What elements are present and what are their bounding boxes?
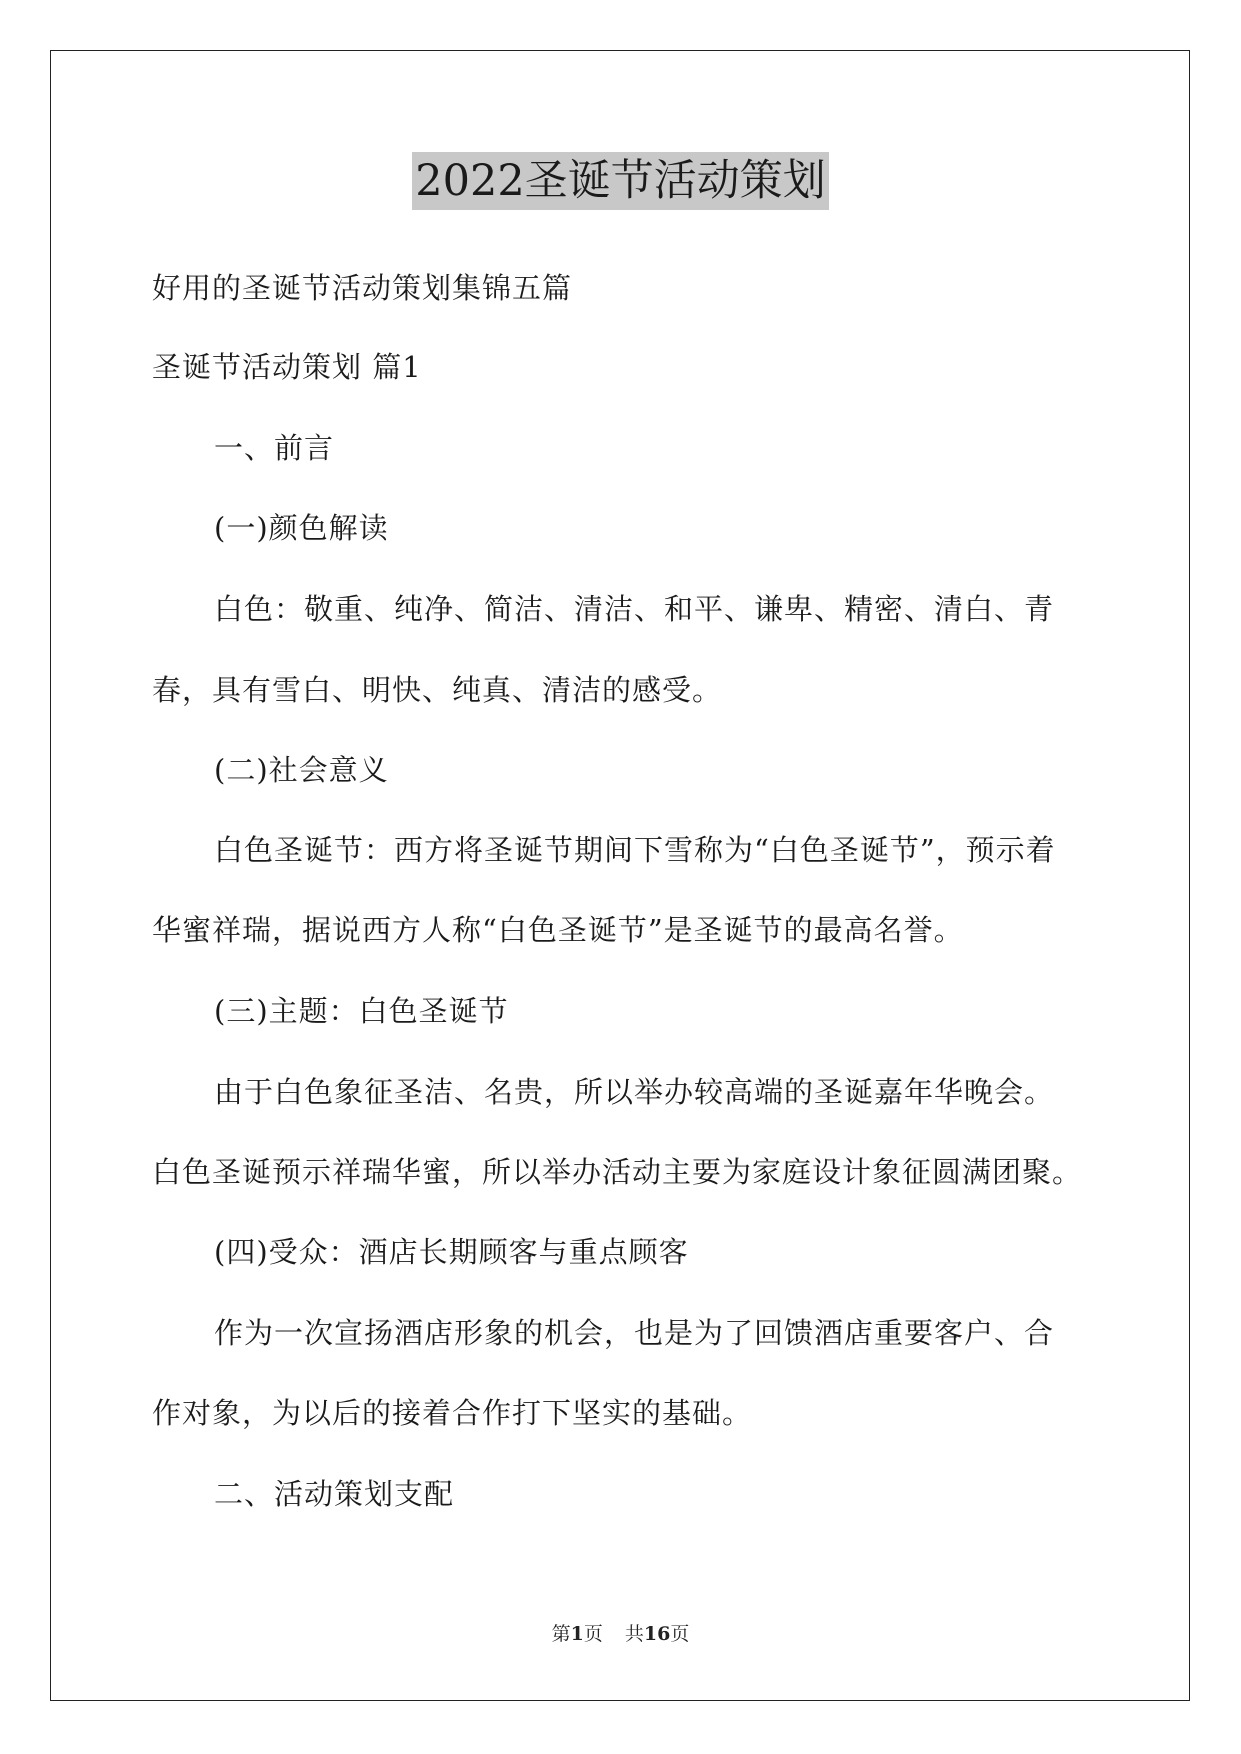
paragraph: 由于白色象征圣洁、名贵，所以举办较高端的圣诞嘉年华晚会。	[214, 1075, 1055, 1109]
paragraph: 二、活动策划支配	[214, 1477, 455, 1511]
paragraph: 白色：敬重、纯净、简洁、清洁、和平、谦卑、精密、清白、青	[214, 592, 1055, 626]
document-title: 2022圣诞节活动策划	[412, 152, 828, 210]
paragraph: (二)社会意义	[214, 753, 389, 787]
paragraph: 作对象，为以后的接着合作打下坚实的基础。	[152, 1396, 753, 1430]
paragraph: 白色圣诞节：西方将圣诞节期间下雪称为“白色圣诞节”，预示着	[214, 833, 1056, 867]
paragraph: (四)受众：酒店长期顾客与重点顾客	[214, 1235, 689, 1269]
title-wrap	[0, 152, 1241, 210]
paragraph: 好用的圣诞节活动策划集锦五篇	[152, 271, 573, 305]
paragraph: 圣诞节活动策划 篇1	[152, 350, 422, 384]
page-number: 1	[570, 1623, 584, 1645]
total-prefix: 共	[624, 1623, 644, 1645]
paragraph: 一、前言	[214, 431, 335, 465]
paragraph: (三)主题：白色圣诞节	[214, 994, 509, 1028]
paragraph: 作为一次宣扬酒店形象的机会，也是为了回馈酒店重要客户、合	[214, 1316, 1055, 1350]
paragraph: 春，具有雪白、明快、纯真、清洁的感受。	[152, 673, 723, 707]
paragraph: 白色圣诞预示祥瑞华蜜，所以举办活动主要为家庭设计象征圆满团聚。	[152, 1155, 1083, 1189]
total-pages: 16	[643, 1623, 671, 1645]
paragraph: 华蜜祥瑞，据说西方人称“白色圣诞节”是圣诞节的最高名誉。	[152, 913, 964, 947]
page-footer	[0, 1622, 1241, 1646]
total-suffix: 页	[670, 1623, 690, 1645]
page-prefix: 第	[551, 1623, 571, 1645]
page-mid: 页	[583, 1623, 603, 1645]
paragraph: (一)颜色解读	[214, 511, 389, 545]
